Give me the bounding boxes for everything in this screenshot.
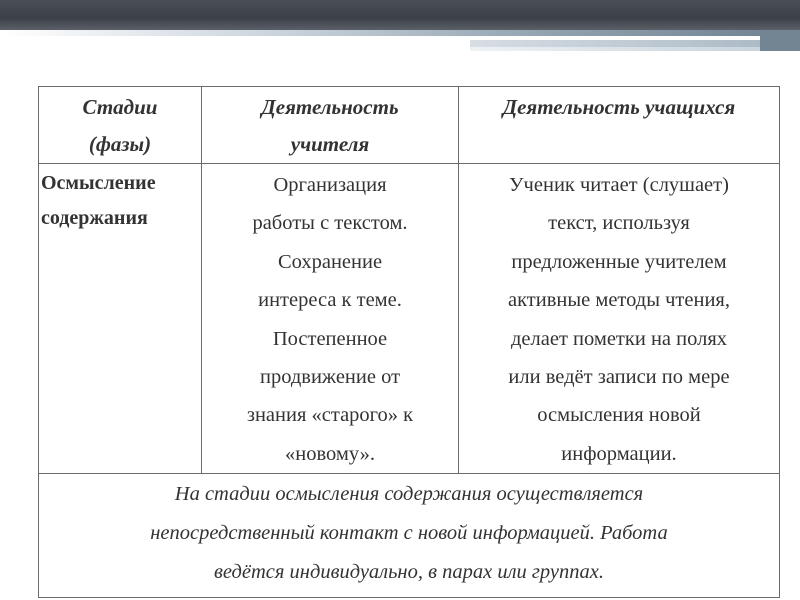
header-text: Стадии <box>82 95 158 119</box>
student-activity-cell <box>459 164 780 474</box>
teacher-text: работы с текстом. <box>252 212 408 235</box>
header-cell-stages <box>39 87 202 164</box>
note-text: ведётся индивидуально, в парах или группах. <box>214 561 604 584</box>
teacher-activity-cell <box>202 164 459 474</box>
teacher-text: знания «старого» к <box>246 404 414 427</box>
student-text: информации. <box>561 442 677 465</box>
header-text: Деятельность учащихся <box>502 95 736 119</box>
teacher-text: Сохранение <box>277 250 383 273</box>
teacher-text: интереса к теме. <box>258 289 402 312</box>
header-text: (фазы) <box>88 132 152 156</box>
header-text: учителя <box>290 132 370 156</box>
stages-table <box>38 86 780 598</box>
student-text: делает пометки на полях <box>510 327 727 350</box>
note-text: непосредственный контакт с новой информацией. Работа <box>150 522 668 545</box>
note-text: На стадии осмысления содержания осуществляется <box>174 483 644 506</box>
note-row <box>39 474 780 598</box>
header-bar <box>0 0 800 30</box>
decorative-bar <box>470 47 800 51</box>
student-text: Ученик читает (слушает) <box>509 174 729 196</box>
header-text: Деятельность <box>261 95 399 119</box>
teacher-text: продвижение от <box>259 366 401 389</box>
student-text: активные методы чтения, <box>508 289 730 312</box>
teacher-text: Постепенное <box>272 327 388 350</box>
decorative-bar <box>470 40 800 47</box>
header-cell-students <box>459 87 780 164</box>
decorative-block <box>760 30 800 51</box>
header-accent-strip <box>0 30 800 36</box>
header-cell-teacher <box>202 87 459 164</box>
header-row <box>39 87 780 164</box>
student-text: предложенные учителем <box>511 250 727 273</box>
student-text: или ведёт записи по мере <box>508 366 730 389</box>
student-text: осмысления новой <box>537 404 701 427</box>
table-row <box>39 164 780 474</box>
teacher-text: «новому». <box>285 442 375 465</box>
note-cell <box>39 474 780 598</box>
stage-cell <box>39 164 202 474</box>
stage-text: Осмысление <box>41 172 156 194</box>
teacher-text: Организация <box>273 174 387 196</box>
stage-text: содержания <box>41 207 148 229</box>
student-text: текст, используя <box>548 212 690 235</box>
